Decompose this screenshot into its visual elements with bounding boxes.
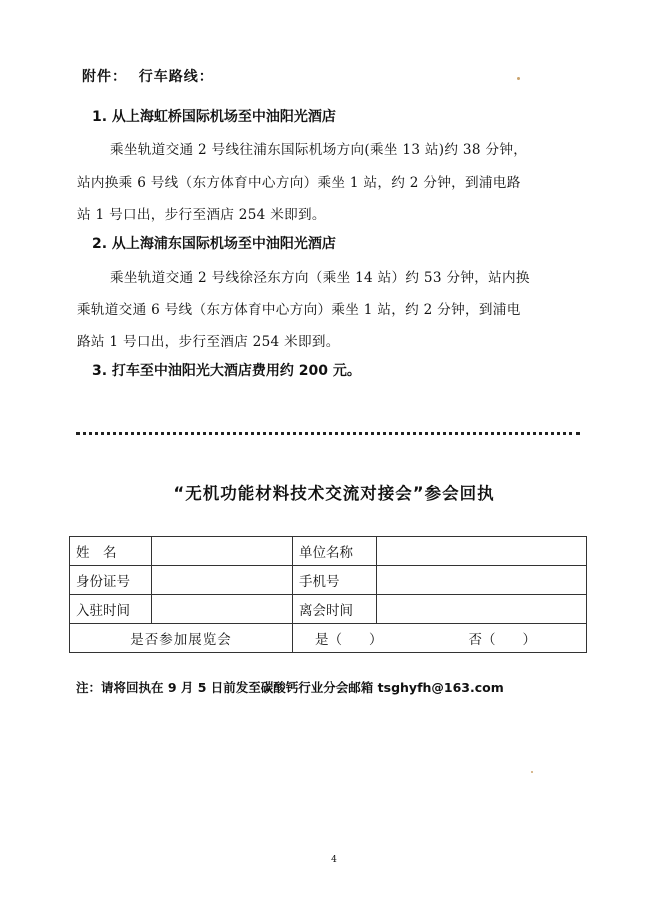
route-2-heading: 2. 从上海浦东国际机场至中油阳光酒店 [92, 236, 336, 252]
submission-note: 注：请将回执在 9 月 5 日前发至碳酸钙行业分会邮箱 tsghyfh@163.com [76, 680, 504, 695]
mobile-label: 手机号 [293, 566, 377, 595]
name-field[interactable] [152, 537, 293, 566]
exhibition-no-option[interactable]: 否（ ） [468, 632, 536, 648]
attachment-label: 附件： [82, 69, 127, 85]
exhibition-question: 是否参加展览会 [70, 624, 293, 653]
form-title: “无机功能材料技术交流对接会”参会回执 [173, 484, 495, 503]
checkout-time-label: 离会时间 [293, 595, 377, 624]
route-1-heading: 1. 从上海虹桥国际机场至中油阳光酒店 [92, 109, 336, 125]
paper-speck [531, 771, 533, 773]
table-row [70, 624, 587, 653]
name-label: 姓 名 [70, 537, 152, 566]
checkin-time-field[interactable] [152, 595, 293, 624]
page-number: 4 [331, 855, 337, 865]
cut-line-divider [76, 432, 580, 435]
reply-form-table [69, 536, 587, 653]
route-2-line-1: 乘坐轨道交通 2 号线徐泾东方向（乘坐 14 站）约 53 分钟，站内换 [110, 270, 530, 286]
route-3-heading: 3. 打车至中油阳光大酒店费用约 200 元。 [92, 363, 361, 379]
company-label: 单位名称 [293, 537, 377, 566]
route-2-line-3: 路站 1 号口出，步行至酒店 254 米即到。 [77, 334, 340, 350]
table-row [70, 566, 587, 595]
route-1-line-3: 站 1 号口出，步行至酒店 254 米即到。 [77, 207, 326, 223]
table-row [70, 537, 587, 566]
route-1-line-2: 站内换乘 6 号线（东方体育中心方向）乘坐 1 站，约 2 分钟，到浦电路 [77, 175, 521, 191]
id-number-label: 身份证号 [70, 566, 152, 595]
id-number-field[interactable] [152, 566, 293, 595]
paper-speck [517, 77, 520, 80]
checkout-time-field[interactable] [377, 595, 587, 624]
checkin-time-label: 入驻时间 [70, 595, 152, 624]
exhibition-yes-option[interactable]: 是（ ） [315, 632, 383, 648]
attachment-title: 行车路线： [138, 69, 214, 85]
exhibition-choices [293, 624, 587, 653]
company-field[interactable] [377, 537, 587, 566]
table-row [70, 595, 587, 624]
attachment-heading [82, 66, 214, 86]
route-2-line-2: 乘轨道交通 6 号线（东方体育中心方向）乘坐 1 站，约 2 分钟，到浦电 [77, 302, 521, 318]
route-1-line-1: 乘坐轨道交通 2 号线往浦东国际机场方向(乘坐 13 站)约 38 分钟， [110, 142, 528, 158]
mobile-field[interactable] [377, 566, 587, 595]
